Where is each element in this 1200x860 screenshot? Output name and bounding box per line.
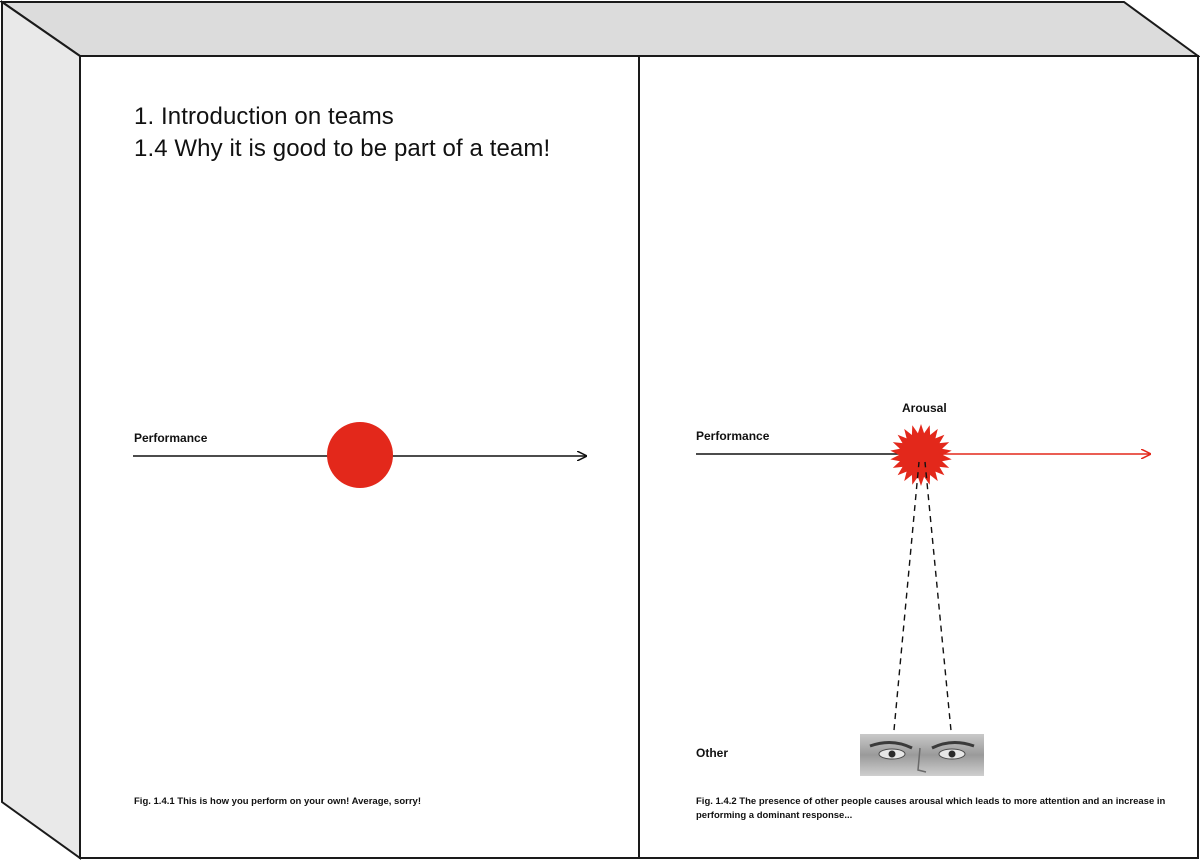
left-figure-caption: Fig. 1.4.1 This is how you perform on your own! Average, sorry! <box>134 796 421 807</box>
box-side-face <box>2 2 80 858</box>
subsection-title: 1.4 Why it is good to be part of a team! <box>134 135 551 162</box>
right-performance-label: Performance <box>696 429 770 443</box>
left-performance-label: Performance <box>134 431 208 445</box>
other-label: Other <box>696 746 729 760</box>
right-figure-caption: Fig. 1.4.2 The presence of other people causes arousal which leads to more attention and an increase in performing a dominant response... <box>696 796 1166 821</box>
box-top-face <box>2 2 1198 56</box>
section-title: 1. Introduction on teams <box>134 103 394 130</box>
left-average-circle <box>327 422 393 488</box>
arousal-label: Arousal <box>902 401 947 415</box>
other-eyes-photo <box>860 734 984 776</box>
